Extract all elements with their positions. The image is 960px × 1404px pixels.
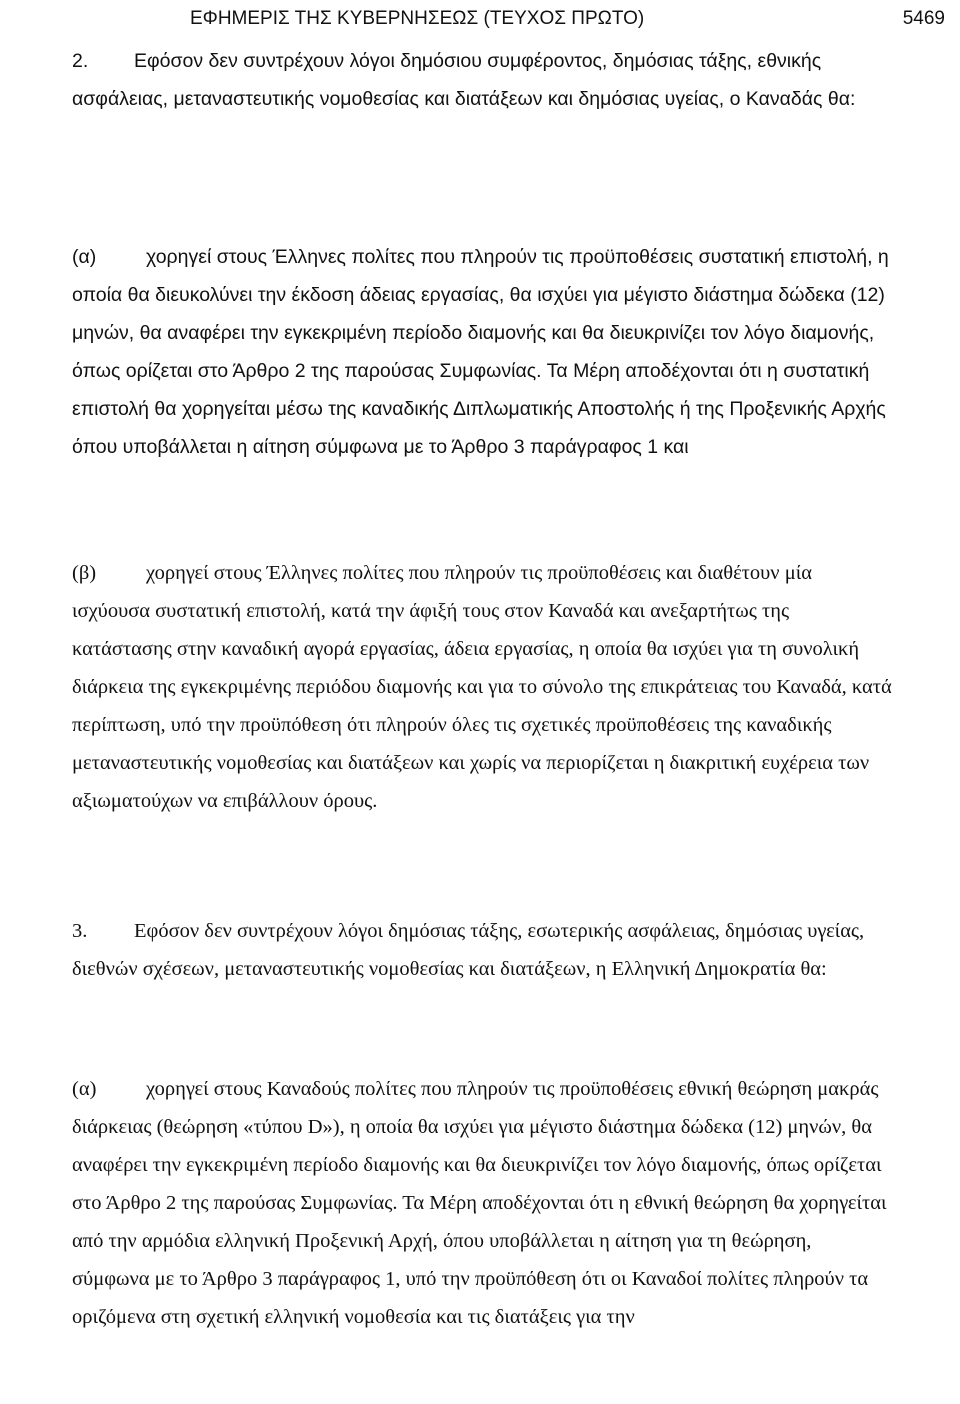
paragraph-text: Εφόσον δεν συντρέχουν λόγοι δημόσιου συμφέροντος, δημόσιας τάξης, εθνικής ασφάλειας, μεταναστευτικής νομοθεσίας και διατάξεων και δημόσιας υγείας, ο Καναδάς θα: bbox=[72, 50, 856, 110]
page-number: 5469 bbox=[902, 8, 945, 29]
paragraph-number: 3. bbox=[72, 920, 88, 942]
paragraph-2-b bbox=[72, 554, 892, 820]
item-text: χορηγεί στους Έλληνες πολίτες που πληρούν τις προϋποθέσεις συστατική επιστολή, η οποία θα διευκολύνει την έκδοση άδειας εργασίας, θα ισχύει για μέγιστο διάστημα δώδεκα (12) μηνών, θα αναφέρει την εγκεκριμένη περίοδο διαμονής και θα διευκρινίζει τον λόγο διαμονής, όπως ορίζεται στο Άρθρο 2 της παρούσας Συμφωνίας. Τα Μέρη αποδέχονται ότι η συστατική επιστολή θα χορηγείται μέσω της καναδικής Διπλωματικής Αποστολής ή της Προξενικής Αρχής όπου υποβάλλεται η αίτηση σύμφωνα με το Άρθρο 3 παράγραφος 1 και bbox=[72, 246, 889, 458]
page-header bbox=[190, 4, 945, 36]
paragraph-2 bbox=[72, 42, 892, 118]
item-label: (β) bbox=[72, 562, 97, 584]
item-text: χορηγεί στους Έλληνες πολίτες που πληρούν τις προϋποθέσεις και διαθέτουν μία ισχύουσα συστατική επιστολή, κατά την άφιξή τους στον Καναδά και ανεξαρτήτως της κατάστασης στην καναδική αγορά εργασίας, άδεια εργασίας, η οποία θα ισχύει για τη συνολική διάρκεια της εγκεκριμένης περιόδου διαμονής και για το σύνολο της επικράτειας του Καναδά, κατά περίπτωση, υπό την προϋπόθεση ότι πληρούν όλες τις σχετικές προϋποθέσεις της καναδικής μεταναστευτικής νομοθεσίας και διατάξεων και χωρίς να περιορίζεται η διακριτική ευχέρεια των αξιωματούχων να επιβάλλουν όρους. bbox=[72, 562, 892, 812]
paragraph-3-a bbox=[72, 1070, 892, 1336]
gazette-title: ΕΦΗΜΕΡΙΣ ΤΗΣ ΚΥΒΕΡΝΗΣΕΩΣ (ΤΕΥΧΟΣ ΠΡΩΤΟ) bbox=[190, 8, 645, 29]
paragraph-2-a bbox=[72, 238, 892, 466]
item-label: (α) bbox=[72, 246, 97, 268]
paragraph-3 bbox=[72, 912, 892, 988]
item-label: (α) bbox=[72, 1078, 97, 1100]
paragraph-text: Εφόσον δεν συντρέχουν λόγοι δημόσιας τάξης, εσωτερικής ασφάλειας, δημόσιας υγείας, διεθνών σχέσεων, μεταναστευτικής νομοθεσίας και διατάξεων, η Ελληνική Δημοκρατία θα: bbox=[72, 920, 865, 980]
paragraph-number: 2. bbox=[72, 50, 89, 72]
item-text: χορηγεί στους Καναδούς πολίτες που πληρούν τις προϋποθέσεις εθνική θεώρηση μακράς διάρκειας (θεώρηση «τύπου D»), η οποία θα ισχύει για μέγιστο διάστημα δώδεκα (12) μηνών, θα αναφέρει την εγκεκριμένη περίοδο διαμονής και θα διευκρινίζει τον λόγο διαμονής, όπως ορίζεται στο Άρθρο 2 της παρούσας Συμφωνίας. Τα Μέρη αποδέχονται ότι η εθνική θεώρηση θα χορηγείται από την αρμόδια ελληνική Προξενική Αρχή, όπου υποβάλλεται η αίτηση για τη θεώρηση, σύμφωνα με το Άρθρο 3 παράγραφος 1, υπό την προϋπόθεση ότι οι Καναδοί πολίτες πληρούν τα οριζόμενα στη σχετική ελληνική νομοθεσία και τις διατάξεις για την bbox=[72, 1078, 887, 1328]
